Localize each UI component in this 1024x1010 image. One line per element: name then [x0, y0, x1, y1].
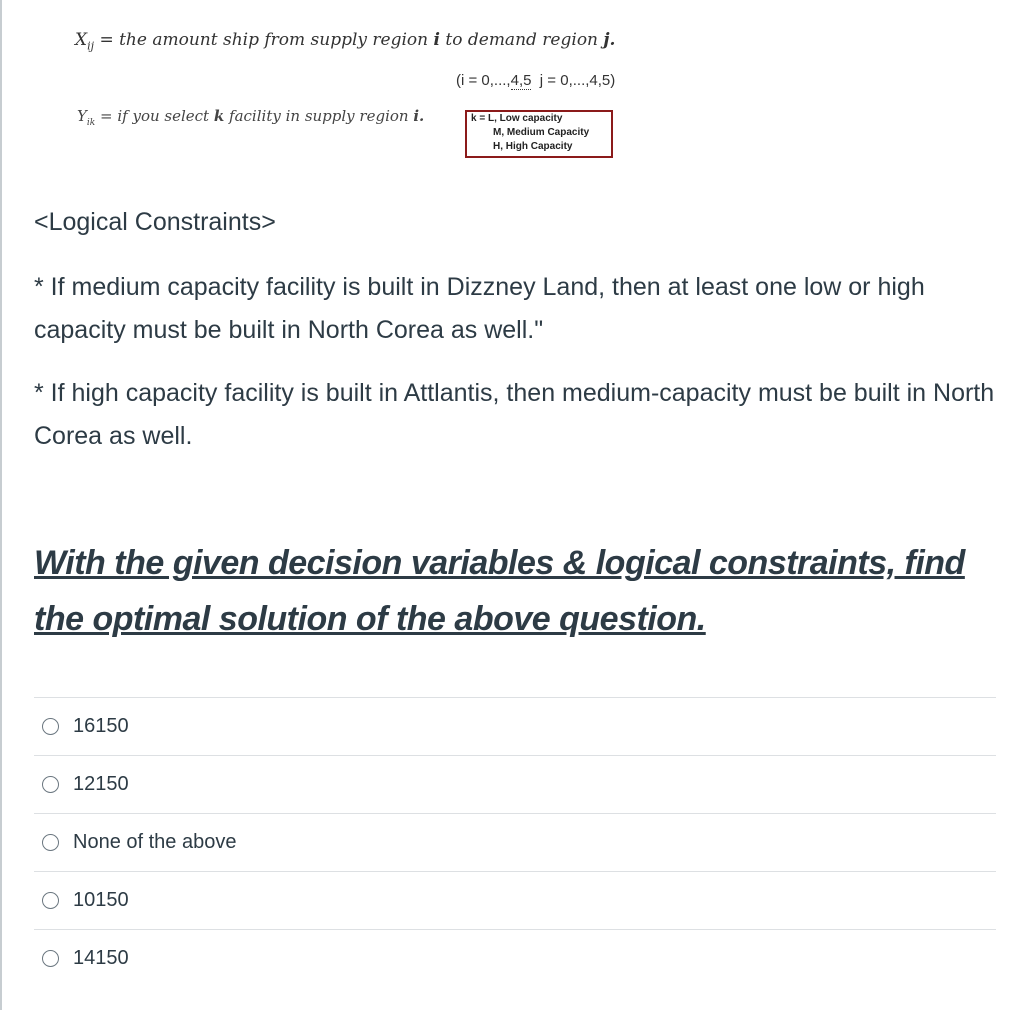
answer-label: 10150	[73, 889, 129, 911]
answer-option[interactable]	[34, 755, 996, 813]
radio-button[interactable]	[42, 834, 59, 851]
capacity-legend-box	[465, 110, 613, 158]
range-rest: j = 0,...,4,5)	[531, 72, 616, 89]
constraints-heading: <Logical Constraints>	[34, 208, 276, 236]
y-definition	[77, 107, 424, 128]
constraint-1: * If medium capacity facility is built in Dizzney Land, then at least one low or high capacity must be built in North Corea as well."	[34, 273, 925, 344]
answer-option[interactable]	[34, 697, 996, 755]
radio-button[interactable]	[42, 950, 59, 967]
capacity-low: k = L, Low capacity	[471, 113, 563, 124]
x-text2: to demand region	[440, 30, 604, 50]
radio-button[interactable]	[42, 776, 59, 793]
answer-label: 16150	[73, 715, 129, 737]
radio-button[interactable]	[42, 892, 59, 909]
y-subscript: ik	[86, 118, 96, 128]
answer-label: 14150	[73, 947, 129, 969]
answer-label: None of the above	[73, 831, 237, 853]
y-text: = if you select	[95, 107, 214, 125]
y-i: i.	[413, 107, 425, 125]
capacity-high: H, High Capacity	[493, 141, 573, 152]
y-text2: facility in supply region	[224, 107, 414, 125]
x-subscript: ij	[87, 39, 95, 53]
radio-button[interactable]	[42, 718, 59, 735]
x-i: i	[433, 30, 440, 50]
answer-option[interactable]	[34, 929, 996, 987]
y-variable: Y	[77, 107, 87, 125]
answer-option[interactable]	[34, 871, 996, 929]
answer-label: 12150	[73, 773, 129, 795]
range-open: (i = 0,...,	[456, 72, 511, 89]
x-variable: X	[75, 30, 88, 50]
x-text: = the amount ship from supply region	[99, 30, 434, 50]
constraint-2: * If high capacity facility is built in Attlantis, then medium-capacity must be built in North Corea as well.	[34, 379, 995, 450]
question-text: With the given decision variables & logical constraints, find the optimal solution of the above question.	[34, 544, 965, 638]
x-j: j.	[603, 30, 616, 50]
index-range	[456, 72, 615, 89]
range-dotted: 4,5	[510, 72, 532, 89]
left-border	[0, 0, 2, 1010]
answer-option[interactable]	[34, 813, 996, 871]
capacity-medium: M, Medium Capacity	[493, 127, 590, 138]
answer-list	[34, 697, 996, 987]
y-k: k	[213, 107, 225, 125]
x-definition	[75, 30, 615, 52]
